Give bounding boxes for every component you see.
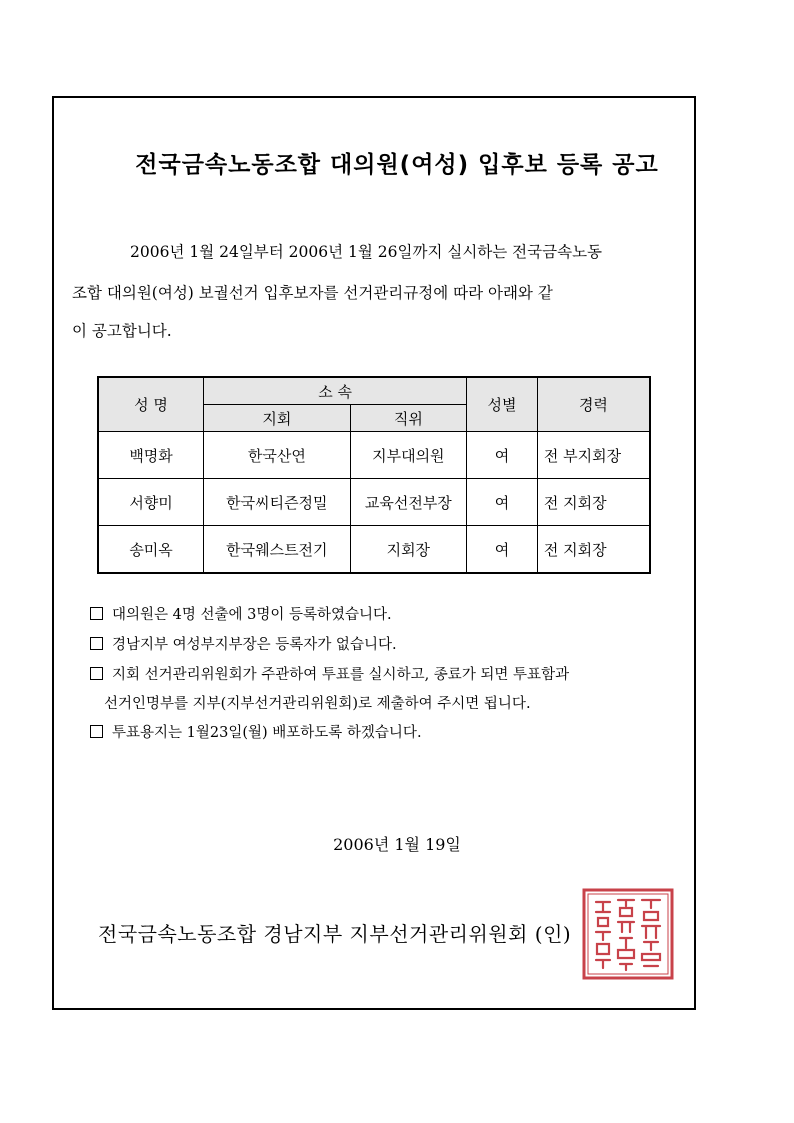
- paragraph-line-1: 2006년 1월 24일부터 2006년 1월 26일까지 실시하는 전국금속노동: [130, 243, 603, 261]
- cell-career: 전 지회장: [537, 526, 650, 574]
- checkbox-square-icon: [90, 607, 103, 620]
- cell-position: 지부대의원: [350, 432, 467, 479]
- note-item: [90, 663, 569, 684]
- checkbox-square-icon: [90, 725, 103, 738]
- cell-gender: 여: [467, 479, 538, 526]
- header-affiliation: 소 속: [204, 377, 467, 405]
- header-branch: 지회: [204, 405, 350, 432]
- cell-name: 백명화: [98, 432, 204, 479]
- cell-career: 전 부지회장: [537, 432, 650, 479]
- note-text: 경남지부 여성부지부장은 등록자가 없습니다.: [112, 637, 397, 653]
- note-continuation: [104, 692, 531, 713]
- cell-gender: 여: [467, 526, 538, 574]
- notice-title: 전국금속노동조합 대의원(여성) 입후보 등록 공고: [135, 152, 659, 178]
- cell-name: 서향미: [98, 479, 204, 526]
- note-item: [90, 633, 397, 654]
- notice-date: 2006년 1월 19일: [333, 835, 461, 854]
- header-career: 경력: [537, 377, 650, 432]
- cell-branch: 한국씨티즌정밀: [204, 479, 350, 526]
- header-position: 직위: [350, 405, 467, 432]
- paragraph-line-3: 이 공고합니다.: [72, 322, 172, 340]
- cell-branch: 한국웨스트전기: [204, 526, 350, 574]
- cell-gender: 여: [467, 432, 538, 479]
- checkbox-square-icon: [90, 667, 103, 680]
- cell-career: 전 지회장: [537, 479, 650, 526]
- header-name: 성 명: [98, 377, 204, 432]
- note-text: 지회 선거관리위원회가 주관하여 투표를 실시하고, 종료가 되면 투표함과: [112, 667, 570, 683]
- issuer-signature: 전국금속노동조합 경남지부 지부선거관리위원회 (인): [98, 922, 572, 946]
- candidate-table: [97, 376, 651, 574]
- cell-position: 교육선전부장: [350, 479, 467, 526]
- cell-name: 송미옥: [98, 526, 204, 574]
- table-row: [98, 479, 650, 526]
- official-seal-icon: [582, 888, 674, 980]
- checkbox-square-icon: [90, 637, 103, 650]
- table-row: [98, 526, 650, 574]
- note-text: 대의원은 4명 선출에 3명이 등록하였습니다.: [112, 607, 392, 623]
- note-item: [90, 721, 422, 742]
- paragraph-line-2: 조합 대의원(여성) 보궐선거 입후보자를 선거관리규정에 따라 아래와 같: [72, 284, 553, 302]
- table-row: [98, 432, 650, 479]
- note-item: [90, 603, 392, 624]
- note-text: 선거인명부를 지부(지부선거관리위원회)로 제출하여 주시면 됩니다.: [104, 696, 531, 712]
- note-text: 투표용지는 1월23일(월) 배포하도록 하겠습니다.: [112, 725, 422, 741]
- cell-position: 지회장: [350, 526, 467, 574]
- cell-branch: 한국산연: [204, 432, 350, 479]
- header-gender: 성별: [467, 377, 538, 432]
